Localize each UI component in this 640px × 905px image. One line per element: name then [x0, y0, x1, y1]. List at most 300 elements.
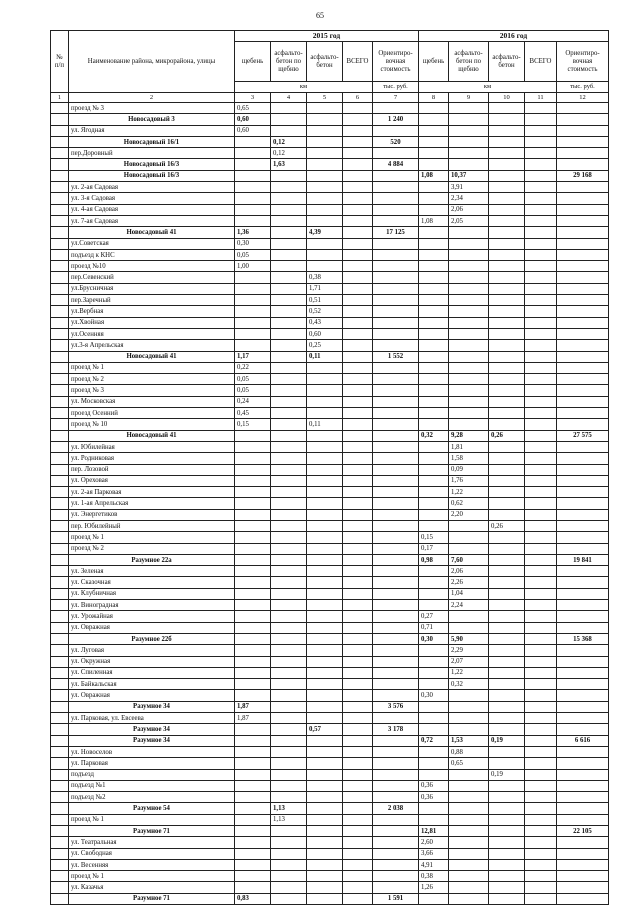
value-cell — [271, 735, 307, 746]
value-cell — [489, 340, 525, 351]
column-number: 2 — [69, 93, 235, 103]
value-cell — [235, 520, 271, 531]
value-cell — [525, 182, 557, 193]
value-cell — [525, 837, 557, 848]
column-numbers-row — [51, 93, 609, 103]
value-cell — [489, 261, 525, 272]
street-name: ул. Энергетиков — [69, 509, 235, 520]
value-cell — [489, 328, 525, 339]
value-cell — [307, 261, 343, 272]
value-cell — [525, 656, 557, 667]
column-number: 8 — [419, 93, 449, 103]
street-row — [51, 385, 609, 396]
value-cell — [525, 340, 557, 351]
value-cell — [307, 679, 343, 690]
street-name: ул. 7-ая Садовая — [69, 215, 235, 226]
value-cell — [489, 487, 525, 498]
value-cell — [557, 204, 609, 215]
value-cell — [489, 837, 525, 848]
value-cell — [271, 893, 307, 904]
street-row — [51, 780, 609, 791]
value-cell — [489, 396, 525, 407]
value-cell — [343, 182, 373, 193]
value-cell — [235, 667, 271, 678]
value-cell — [449, 351, 489, 362]
value-cell: 1,53 — [449, 735, 489, 746]
value-cell — [343, 679, 373, 690]
value-cell — [343, 408, 373, 419]
column-number: 7 — [373, 93, 419, 103]
value-cell — [489, 701, 525, 712]
street-name: проезд № 10 — [69, 419, 235, 430]
unit-km: км — [419, 82, 557, 93]
value-cell — [235, 588, 271, 599]
value-cell — [419, 893, 449, 904]
value-cell — [307, 758, 343, 769]
value-cell — [489, 419, 525, 430]
street-row — [51, 215, 609, 226]
value-cell — [557, 690, 609, 701]
value-cell — [271, 362, 307, 373]
value-cell — [343, 882, 373, 893]
value-cell — [419, 498, 449, 509]
value-cell — [235, 554, 271, 565]
value-cell — [449, 159, 489, 170]
sub-header: ВСЕГО — [343, 42, 373, 82]
value-cell — [373, 758, 419, 769]
value-cell — [373, 633, 419, 644]
row-number-cell — [51, 645, 69, 656]
value-cell — [525, 679, 557, 690]
street-row — [51, 769, 609, 780]
value-cell — [525, 724, 557, 735]
value-cell — [235, 758, 271, 769]
street-name: ул.Брусничная — [69, 283, 235, 294]
street-name: ул.Хвойная — [69, 317, 235, 328]
value-cell — [419, 408, 449, 419]
value-cell — [525, 419, 557, 430]
value-cell — [235, 328, 271, 339]
value-cell — [557, 656, 609, 667]
value-cell — [419, 114, 449, 125]
row-number-cell — [51, 419, 69, 430]
value-cell — [271, 679, 307, 690]
value-cell — [271, 238, 307, 249]
street-name: проезд № 2 — [69, 374, 235, 385]
value-cell — [271, 792, 307, 803]
value-cell — [235, 735, 271, 746]
value-cell — [271, 656, 307, 667]
value-cell — [525, 396, 557, 407]
value-cell — [235, 295, 271, 306]
value-cell — [343, 577, 373, 588]
value-cell — [373, 577, 419, 588]
street-name: проезд № 1 — [69, 814, 235, 825]
street-row — [51, 182, 609, 193]
road-works-table — [50, 30, 609, 905]
value-cell — [307, 374, 343, 385]
value-cell — [449, 848, 489, 859]
value-cell — [449, 362, 489, 373]
sub-header: щебень — [235, 42, 271, 82]
value-cell — [373, 622, 419, 633]
value-cell — [525, 780, 557, 791]
value-cell — [271, 758, 307, 769]
street-row — [51, 611, 609, 622]
value-cell — [307, 566, 343, 577]
value-cell — [271, 532, 307, 543]
value-cell — [525, 362, 557, 373]
value-cell — [557, 588, 609, 599]
value-cell — [235, 859, 271, 870]
value-cell — [271, 701, 307, 712]
value-cell: 0,09 — [449, 464, 489, 475]
street-row — [51, 882, 609, 893]
col-name-header: Наименование района, микрорайона, улицы — [69, 31, 235, 93]
value-cell: 9,28 — [449, 430, 489, 441]
street-row — [51, 713, 609, 724]
value-cell — [343, 374, 373, 385]
value-cell — [419, 249, 449, 260]
value-cell — [557, 103, 609, 114]
sub-header: Ориентиро-вочная стоимость — [373, 42, 419, 82]
value-cell — [343, 746, 373, 757]
street-row — [51, 148, 609, 159]
value-cell — [489, 306, 525, 317]
value-cell — [271, 746, 307, 757]
value-cell — [557, 441, 609, 452]
value-cell — [373, 306, 419, 317]
value-cell — [557, 859, 609, 870]
value-cell — [525, 622, 557, 633]
value-cell — [373, 826, 419, 837]
value-cell — [307, 746, 343, 757]
value-cell — [449, 317, 489, 328]
street-name: ул.Вербная — [69, 306, 235, 317]
value-cell — [557, 893, 609, 904]
row-number-cell — [51, 114, 69, 125]
value-cell — [307, 871, 343, 882]
district-row — [51, 227, 609, 238]
value-cell — [419, 317, 449, 328]
value-cell — [419, 272, 449, 283]
column-number: 11 — [525, 93, 557, 103]
street-name: проезд Осенний — [69, 408, 235, 419]
value-cell: 2,26 — [449, 577, 489, 588]
value-cell — [525, 814, 557, 825]
value-cell — [525, 430, 557, 441]
value-cell — [235, 633, 271, 644]
value-cell — [557, 758, 609, 769]
value-cell — [373, 543, 419, 554]
value-cell — [271, 554, 307, 565]
value-cell — [343, 170, 373, 181]
value-cell: 1,81 — [449, 441, 489, 452]
value-cell — [343, 215, 373, 226]
value-cell — [271, 295, 307, 306]
district-name: Разумное 71 — [69, 893, 235, 904]
value-cell — [489, 780, 525, 791]
street-name: ул. Луговая — [69, 645, 235, 656]
value-cell: 2,24 — [449, 600, 489, 611]
value-cell — [235, 803, 271, 814]
value-cell — [343, 758, 373, 769]
value-cell — [235, 577, 271, 588]
street-row — [51, 261, 609, 272]
value-cell — [373, 182, 419, 193]
street-row — [51, 758, 609, 769]
value-cell — [235, 611, 271, 622]
column-number: 9 — [449, 93, 489, 103]
row-number-cell — [51, 227, 69, 238]
value-cell — [419, 566, 449, 577]
value-cell — [525, 826, 557, 837]
value-cell — [343, 837, 373, 848]
value-cell: 1 591 — [373, 893, 419, 904]
value-cell — [525, 136, 557, 147]
value-cell — [271, 498, 307, 509]
value-cell — [307, 893, 343, 904]
value-cell — [373, 283, 419, 294]
district-row — [51, 701, 609, 712]
value-cell — [343, 826, 373, 837]
value-cell — [419, 159, 449, 170]
value-cell — [557, 622, 609, 633]
value-cell — [419, 453, 449, 464]
value-cell — [489, 645, 525, 656]
value-cell — [449, 713, 489, 724]
row-number-cell — [51, 408, 69, 419]
value-cell — [307, 600, 343, 611]
value-cell — [525, 577, 557, 588]
value-cell — [271, 351, 307, 362]
value-cell — [525, 475, 557, 486]
value-cell — [235, 690, 271, 701]
value-cell — [343, 611, 373, 622]
value-cell — [373, 362, 419, 373]
value-cell — [307, 487, 343, 498]
value-cell — [235, 837, 271, 848]
value-cell — [525, 103, 557, 114]
value-cell — [271, 487, 307, 498]
value-cell: 0,05 — [235, 374, 271, 385]
value-cell — [235, 215, 271, 226]
value-cell — [343, 667, 373, 678]
value-cell — [557, 679, 609, 690]
value-cell — [525, 769, 557, 780]
value-cell — [343, 125, 373, 136]
value-cell: 1,26 — [419, 882, 449, 893]
value-cell: 0,65 — [449, 758, 489, 769]
district-row — [51, 136, 609, 147]
street-name: ул. Московская — [69, 396, 235, 407]
value-cell — [449, 882, 489, 893]
value-cell — [343, 532, 373, 543]
value-cell — [449, 419, 489, 430]
street-name: ул. Овражная — [69, 690, 235, 701]
row-number-cell — [51, 272, 69, 283]
row-number-cell — [51, 792, 69, 803]
value-cell — [419, 520, 449, 531]
value-cell — [373, 600, 419, 611]
value-cell — [343, 249, 373, 260]
value-cell — [557, 283, 609, 294]
value-cell: 0,05 — [235, 385, 271, 396]
value-cell — [271, 633, 307, 644]
street-row — [51, 792, 609, 803]
value-cell: 2,06 — [449, 204, 489, 215]
value-cell: 7,60 — [449, 554, 489, 565]
district-name: Разумное 34 — [69, 724, 235, 735]
value-cell — [525, 385, 557, 396]
street-row — [51, 600, 609, 611]
value-cell — [525, 667, 557, 678]
value-cell — [419, 396, 449, 407]
street-name: проезд № 3 — [69, 103, 235, 114]
street-name: проезд №10 — [69, 261, 235, 272]
value-cell — [419, 746, 449, 757]
row-number-cell — [51, 554, 69, 565]
value-cell — [489, 362, 525, 373]
value-cell — [557, 328, 609, 339]
street-name: пер.Заречный — [69, 295, 235, 306]
value-cell — [525, 633, 557, 644]
value-cell — [525, 566, 557, 577]
value-cell — [373, 611, 419, 622]
value-cell — [557, 543, 609, 554]
value-cell — [271, 780, 307, 791]
value-cell — [449, 803, 489, 814]
value-cell — [557, 780, 609, 791]
value-cell — [489, 588, 525, 599]
column-number: 4 — [271, 93, 307, 103]
row-number-cell — [51, 475, 69, 486]
value-cell — [489, 182, 525, 193]
value-cell: 520 — [373, 136, 419, 147]
value-cell — [419, 148, 449, 159]
value-cell — [525, 509, 557, 520]
value-cell: 1,08 — [419, 215, 449, 226]
value-cell — [557, 215, 609, 226]
street-row — [51, 272, 609, 283]
value-cell: 1,71 — [307, 283, 343, 294]
value-cell — [489, 385, 525, 396]
value-cell: 0,71 — [419, 622, 449, 633]
value-cell — [557, 520, 609, 531]
value-cell — [307, 159, 343, 170]
street-name: ул. Весенняя — [69, 859, 235, 870]
value-cell — [373, 396, 419, 407]
value-cell: 1,17 — [235, 351, 271, 362]
value-cell: 4,39 — [307, 227, 343, 238]
row-number-cell — [51, 193, 69, 204]
value-cell: 3 576 — [373, 701, 419, 712]
street-row — [51, 475, 609, 486]
street-name: подъезд — [69, 769, 235, 780]
value-cell — [557, 351, 609, 362]
value-cell — [271, 871, 307, 882]
value-cell — [557, 713, 609, 724]
value-cell — [557, 792, 609, 803]
value-cell — [449, 295, 489, 306]
value-cell — [449, 701, 489, 712]
row-number-cell — [51, 871, 69, 882]
district-name: Новосадовый 3 — [69, 114, 235, 125]
value-cell — [235, 656, 271, 667]
col-num-header: № п/п — [51, 31, 69, 93]
street-row — [51, 238, 609, 249]
street-name: проезд № 3 — [69, 385, 235, 396]
value-cell — [373, 272, 419, 283]
value-cell — [373, 667, 419, 678]
street-name: ул.Советская — [69, 238, 235, 249]
value-cell — [235, 848, 271, 859]
value-cell — [489, 792, 525, 803]
value-cell: 0,05 — [235, 249, 271, 260]
value-cell: 0,36 — [419, 780, 449, 791]
value-cell: 0,11 — [307, 419, 343, 430]
value-cell — [489, 600, 525, 611]
value-cell — [489, 193, 525, 204]
value-cell — [525, 713, 557, 724]
street-name: ул. Родниковая — [69, 453, 235, 464]
street-name: ул. 3-я Садовая — [69, 193, 235, 204]
value-cell — [557, 249, 609, 260]
street-row — [51, 362, 609, 373]
street-row — [51, 306, 609, 317]
value-cell — [489, 543, 525, 554]
value-cell — [373, 520, 419, 531]
row-number-cell — [51, 215, 69, 226]
value-cell: 10,37 — [449, 170, 489, 181]
value-cell — [419, 261, 449, 272]
value-cell — [235, 170, 271, 181]
value-cell — [419, 204, 449, 215]
row-number-cell — [51, 566, 69, 577]
value-cell — [489, 272, 525, 283]
value-cell — [419, 238, 449, 249]
value-cell — [343, 780, 373, 791]
value-cell — [271, 419, 307, 430]
value-cell — [343, 803, 373, 814]
unit-km: км — [235, 82, 373, 93]
district-row — [51, 826, 609, 837]
value-cell — [373, 588, 419, 599]
value-cell — [307, 498, 343, 509]
value-cell — [343, 453, 373, 464]
value-cell — [525, 351, 557, 362]
value-cell — [489, 611, 525, 622]
value-cell: 27 575 — [557, 430, 609, 441]
row-number-cell — [51, 837, 69, 848]
value-cell — [307, 193, 343, 204]
value-cell: 5,90 — [449, 633, 489, 644]
value-cell: 0,38 — [307, 272, 343, 283]
value-cell — [419, 182, 449, 193]
value-cell — [419, 283, 449, 294]
street-name: ул. Новоселов — [69, 746, 235, 757]
value-cell — [525, 803, 557, 814]
value-cell — [307, 543, 343, 554]
value-cell: 3,91 — [449, 182, 489, 193]
street-row — [51, 520, 609, 531]
value-cell — [373, 103, 419, 114]
value-cell — [489, 148, 525, 159]
street-row — [51, 746, 609, 757]
value-cell — [557, 261, 609, 272]
street-row — [51, 859, 609, 870]
district-name: Новосадовый 41 — [69, 227, 235, 238]
